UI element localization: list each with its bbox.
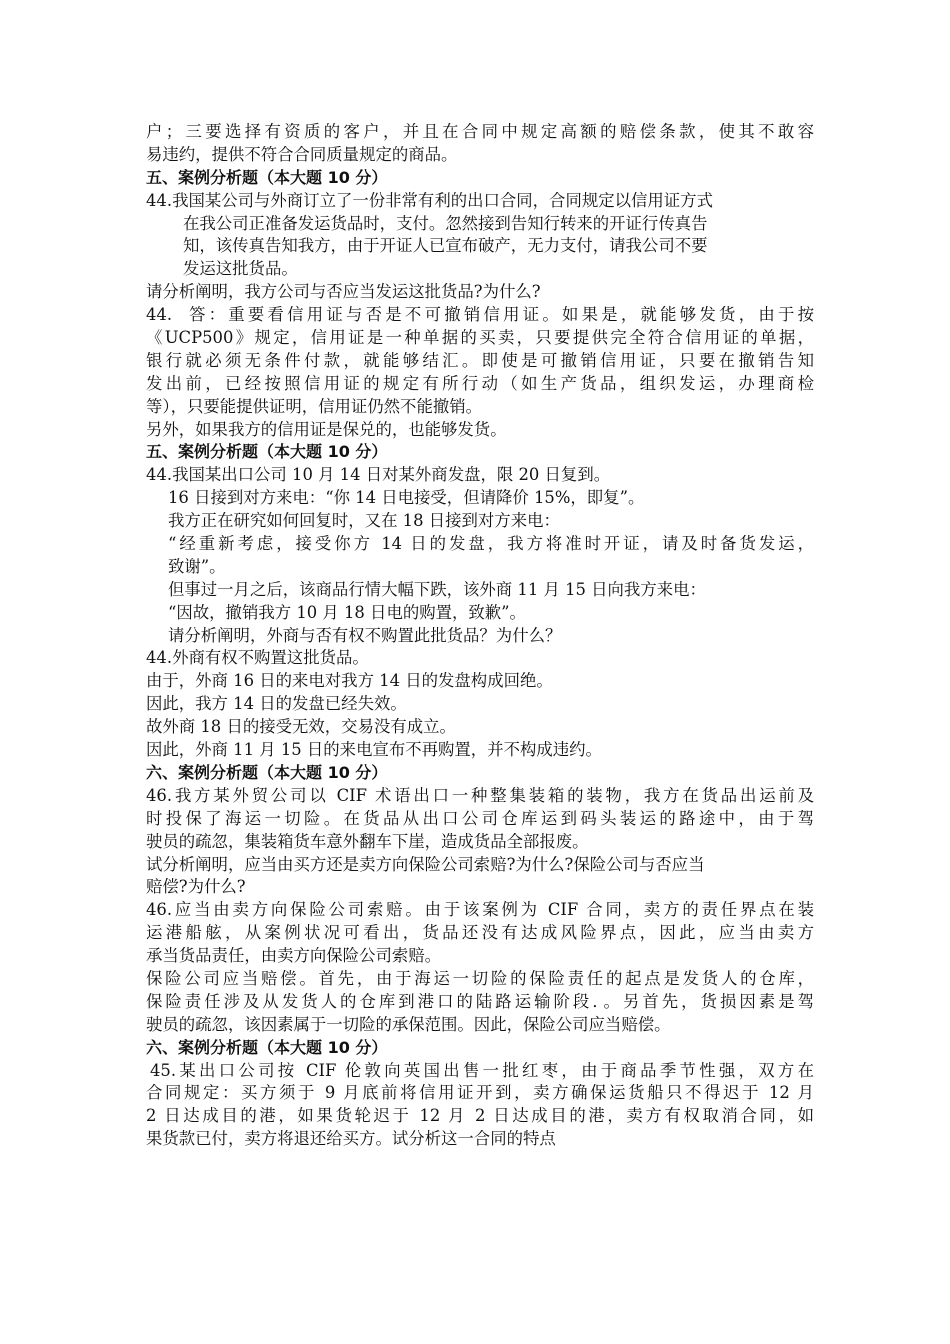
text-line: 46.我方某外贸公司以 CIF 术语出口一种整集装箱的装物，我方在货品出运前及 bbox=[146, 785, 814, 805]
text-line: 保险责任涉及从发货人的仓库到港口的陆路运输阶段．。另首先，货损因素是驾 bbox=[146, 991, 814, 1011]
text-line: 发运这批货品。 bbox=[183, 259, 298, 279]
text-line: 合同规定：买方须于 9 月底前将信用证开到，卖方确保运货船只不得迟于 12 月 bbox=[146, 1083, 814, 1103]
text-line: 另外，如果我方的信用证是保兑的，也能够发货。 bbox=[146, 419, 507, 439]
text-line: 请分析阐明，外商与否有权不购置此批货品？为什么？ bbox=[168, 625, 562, 645]
text-line: 因此，外商 11 月 15 日的来电宣布不再购置，并不构成违约。 bbox=[146, 740, 602, 760]
text-line: 在我公司正准备发运货品时，支付。忽然接到告知行转来的开证行传真告 bbox=[183, 213, 708, 233]
text-line: 运港船舷，从案例状况可看出，货品还没有达成风险界点，因此，应当由卖方 bbox=[146, 923, 814, 943]
text-line: 试分析阐明，应当由买方还是卖方向保险公司索赔?为什么?保险公司与否应当 bbox=[146, 854, 705, 874]
text-line: 请分析阐明，我方公司与否应当发运这批货品?为什么? bbox=[146, 282, 541, 302]
text-line: 发出前，已经按照信用证的规定有所行动（如生产货品，组织发运，办理商检 bbox=[146, 373, 814, 393]
text-line: “经重新考虑，接受你方 14 日的发盘，我方将准时开证，请及时备货发运， bbox=[168, 534, 814, 554]
text-line: “因故，撤销我方 10 月 18 日电的购置，致歉”。 bbox=[168, 602, 526, 622]
section-heading: 六、案例分析题（本大题 10 分） bbox=[146, 762, 388, 782]
text-line: 《UCP500》规定，信用证是一种单据的买卖，只要提供完全符合信用证的单据， bbox=[146, 328, 814, 348]
text-line: 44.我国某出口公司 10 月 14 日对某外商发盘，限 20 日复到。 bbox=[146, 465, 611, 485]
text-line: 承当货品责任，由卖方向保险公司索赔。 bbox=[146, 946, 442, 966]
text-line: 致谢”。 bbox=[168, 556, 226, 576]
text-line: 时投保了海运一切险。在货品从出口公司仓库运到码头装运的路途中，由于驾 bbox=[146, 808, 814, 828]
text-line: 因此，我方 14 日的发盘已经失效。 bbox=[146, 694, 407, 714]
text-line: 等），只要能提供证明，信用证仍然不能撤销。 bbox=[146, 396, 483, 416]
section-heading: 五、案例分析题（本大题 10 分） bbox=[146, 442, 388, 462]
text-line: 故外商 18 日的接受无效，交易没有成立。 bbox=[146, 717, 456, 737]
text-line: 驶员的疏忽，集装箱货车意外翻车下崖，造成货品全部报废。 bbox=[146, 831, 589, 851]
text-line: 银行就必须无条件付款，就能够结汇。即使是可撤销信用证，只要在撤销告知 bbox=[146, 350, 814, 370]
text-line: 45.某出口公司按 CIF 伦敦向英国出售一批红枣，由于商品季节性强，双方在 bbox=[150, 1060, 814, 1080]
document-page bbox=[146, 121, 814, 1151]
text-line: 44. 答：重要看信用证与否是不可撤销信用证。如果是，就能够发货，由于按 bbox=[146, 305, 814, 325]
text-line: 由于，外商 16 日的来电对我方 14 日的发盘构成回绝。 bbox=[146, 671, 553, 691]
text-line: 我方正在研究如何回复时，又在 18 日接到对方来电： bbox=[168, 511, 560, 531]
text-line: 户；三要选择有资质的客户，并且在合同中规定高额的赔偿条款，使其不敢容 bbox=[146, 122, 814, 141]
text-line: 44.外商有权不购置这批货品。 bbox=[146, 648, 369, 668]
text-line: 知，该传真告知我方，由于开证人已宣布破产，无力支付，请我公司不要 bbox=[183, 236, 708, 256]
text-line: 46.应当由卖方向保险公司索赔。由于该案例为 CIF 合同，卖方的责任界点在装 bbox=[146, 900, 814, 920]
text-line: 2 日达成目的港，如果货轮迟于 12 月 2 日达成目的港，卖方有权取消合同，如 bbox=[146, 1106, 814, 1126]
section-heading: 五、案例分析题（本大题 10 分） bbox=[146, 167, 388, 187]
text-line: 44.我国某公司与外商订立了一份非常有利的出口合同，合同规定以信用证方式 bbox=[146, 190, 713, 210]
text-line: 16 日接到对方来电：“你 14 日电接受，但请降价 15%，即复”。 bbox=[168, 488, 645, 508]
section-heading: 六、案例分析题（本大题 10 分） bbox=[146, 1037, 388, 1057]
text-line: 易违约，提供不符合合同质量规定的商品。 bbox=[146, 144, 458, 164]
text-line: 但事过一月之后，该商品行情大幅下跌，该外商 11 月 15 日向我方来电： bbox=[168, 579, 706, 599]
text-line: 驶员的疏忽，该因素属于一切险的承保范围。因此，保险公司应当赔偿。 bbox=[146, 1014, 671, 1034]
text-line: 赔偿?为什么? bbox=[146, 877, 246, 897]
text-line: 保险公司应当赔偿。首先，由于海运一切险的保险责任的起点是发货人的仓库， bbox=[146, 968, 814, 988]
text-line: 果货款已付，卖方将退还给买方。试分析这一合同的特点 bbox=[146, 1129, 556, 1149]
